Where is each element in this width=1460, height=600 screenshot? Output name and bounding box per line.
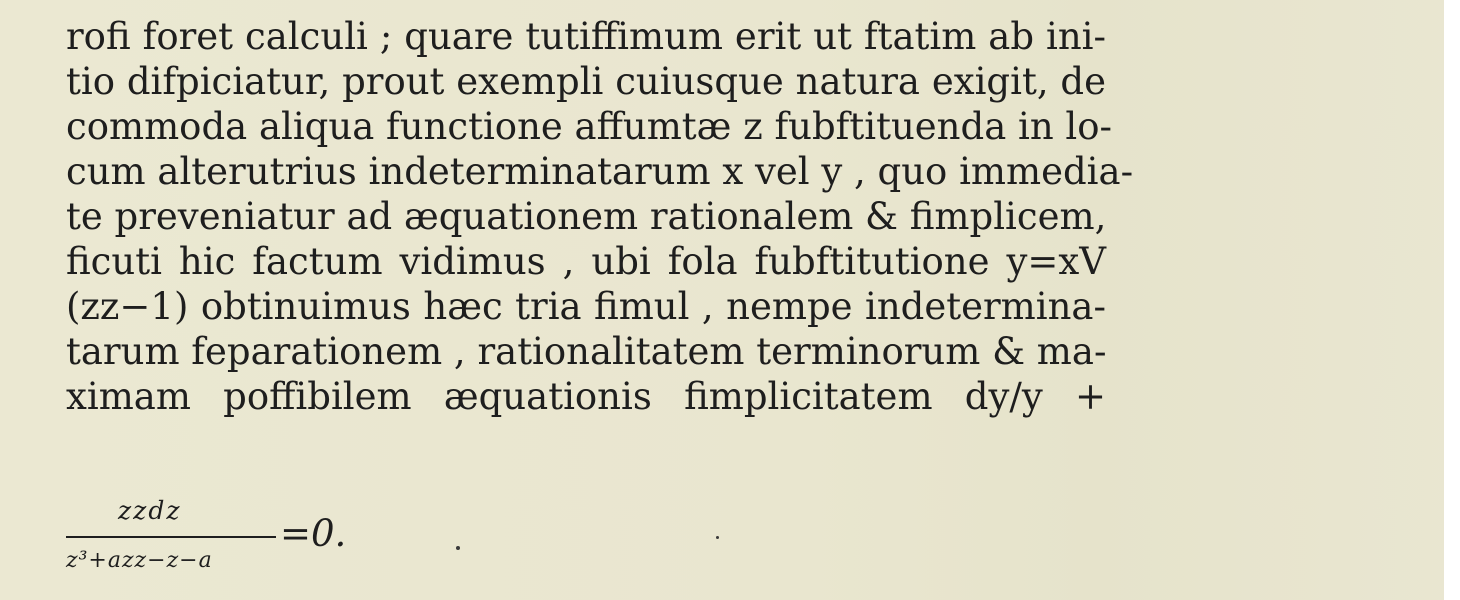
fraction-denominator: z³+azz−z−a [66, 548, 213, 573]
page-edge [1444, 0, 1460, 600]
ink-speck [456, 546, 460, 550]
fraction-bar [66, 536, 276, 538]
text-line-6: ficuti hic factum vidimus , ubi fola fubftitutione y=xV [66, 240, 1106, 283]
text-line-5: te preveniatur ad æquationem rationalem & fimplicem, [66, 195, 1107, 238]
text-line-9: ximam poffibilem æquationis fimplicitatem dy/y + [66, 375, 1106, 418]
text-line-4: cum alterutrius indeterminatarum x vel y , quo immedia- [66, 150, 1134, 193]
equation-line [66, 492, 486, 592]
text-line-8: tarum feparationem , rationalitatem terminorum & ma- [66, 330, 1107, 373]
text-line-7: (zz−1) obtinuimus hæc tria fimul , nempe indetermina- [66, 285, 1106, 328]
text-body [66, 14, 1134, 419]
text-line-3: commoda aliqua functione affumtæ z fubftituenda in lo- [66, 105, 1113, 148]
fraction-numerator: zzdz [118, 496, 182, 525]
text-line-2: tio difpiciatur, prout exempli cuiusque natura exigit, de [66, 60, 1106, 103]
equation-equals-zero: =0. [280, 512, 347, 555]
ink-speck [716, 536, 719, 539]
text-line-1: rofi foret calculi ; quare tutiffimum erit ut ftatim ab ini- [66, 15, 1106, 58]
